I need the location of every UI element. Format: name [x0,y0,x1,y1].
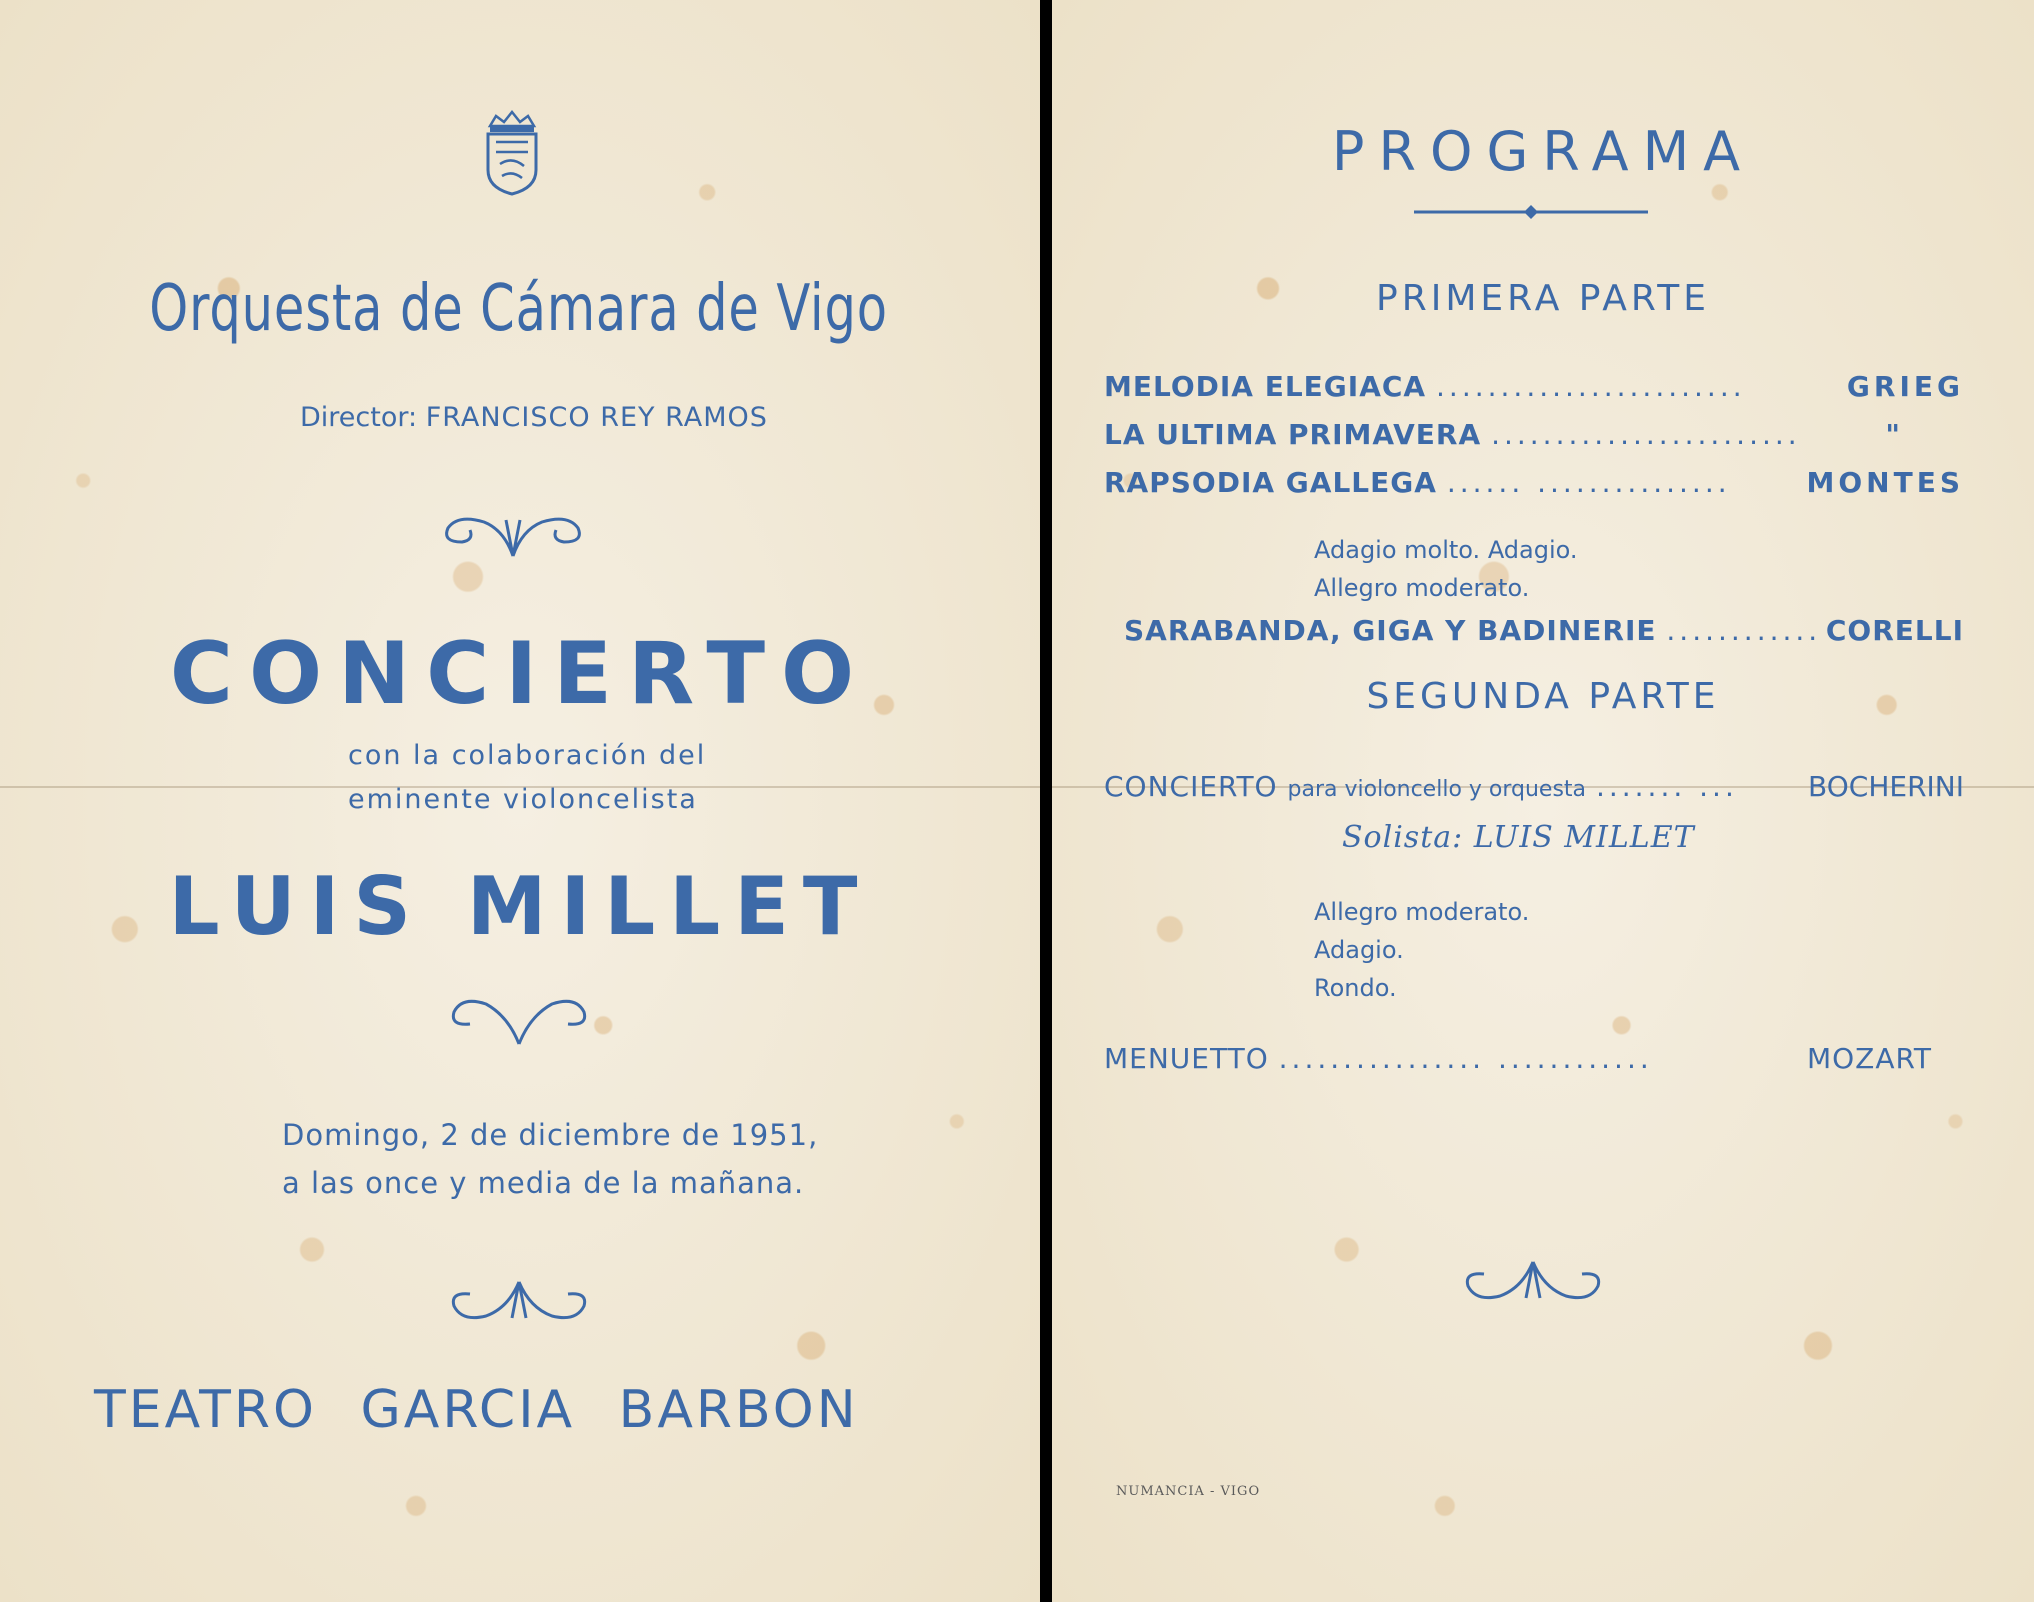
venue-name: TEATRO GARCIA BARBON [94,1380,859,1440]
work-title: SARABANDA, GIGA Y BADINERIE [1124,614,1657,647]
program-item [1104,370,1964,403]
movement-line: Rondo. [1314,974,1397,1002]
movement-line: Adagio. [1314,936,1404,964]
collaboration-line-2: eminente violoncelista [348,784,698,815]
composer: MOZART [1806,1042,1932,1075]
program-item [1104,1042,1964,1075]
composer: BOCHERINI [1808,770,1964,803]
work-title: MELODIA ELEGIACA [1104,370,1427,403]
leader-dots: ...... ............... [1446,466,1731,499]
collaboration-line-1: con la colaboración del [348,740,707,771]
program-back-sheet [1052,0,2034,1602]
work-title: LA ULTIMA PRIMAVERA [1104,418,1482,451]
work-title: MENUETTO [1104,1042,1269,1075]
program-item [1104,418,1964,451]
leader-dots: ................ ............ [1278,1042,1653,1075]
program-item [1104,466,1964,499]
composer: GRIEG [1846,370,1964,403]
part-two-heading: SEGUNDA PARTE [1366,676,1720,717]
leader-dots: ............ [1666,614,1822,647]
leader-dots: ........................ [1491,418,1801,451]
composer: MONTES [1806,466,1964,499]
director-name: FRANCISCO REY RAMOS [425,402,768,433]
ornament-flourish-icon [440,500,586,560]
work-detail: para violoncello y orquesta [1287,777,1587,802]
ornament-flourish-icon [446,1268,592,1328]
title-rule-ornament [1414,204,1648,220]
ornament-flourish-icon [446,990,592,1050]
director-label: Director: [300,402,418,433]
leader-dots: ....... ... [1595,770,1738,803]
date-line-1: Domingo, 2 de diciembre de 1951, [282,1118,819,1152]
program-item [1104,770,1964,803]
work-title: RAPSODIA GALLEGA [1104,466,1437,499]
soloist-line: Solista: LUIS MILLET [1342,820,1695,855]
leader-dots: ........................ [1436,370,1746,403]
part-one-heading: PRIMERA PARTE [1376,278,1710,319]
movement-line: Allegro moderato. [1314,898,1530,926]
program-item [1124,614,1964,647]
orchestra-name: Orquesta de Cámara de Vigo [149,272,888,346]
soloist-name: LUIS MILLET [168,860,872,953]
ornament-flourish-icon [1460,1248,1606,1308]
movement-line: Allegro moderato. [1314,574,1530,602]
composer: CORELLI [1825,614,1964,647]
printer-credit: NUMANCIA - VIGO [1116,1484,1261,1499]
composer: " [1885,418,1904,451]
movement-line: Adagio molto. Adagio. [1314,536,1578,564]
date-line-2: a las once y media de la mañana. [282,1166,805,1200]
director-line [300,402,768,433]
work-title: CONCIERTO [1104,770,1278,803]
program-title: PROGRAMA [1331,120,1755,183]
event-title: CONCIERTO [169,624,871,724]
coat-of-arms-icon [482,108,542,196]
page-divider [1040,0,1052,1602]
